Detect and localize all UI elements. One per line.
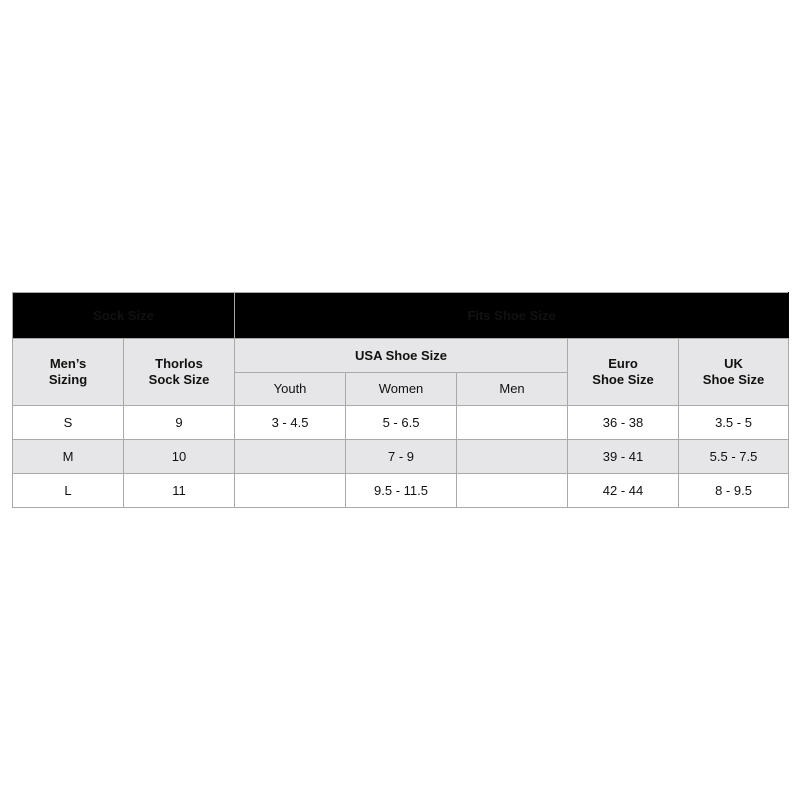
uk-cell: 5.5 - 7.5 — [679, 440, 789, 474]
group-header-row — [13, 293, 789, 339]
mens-cell: M — [13, 440, 124, 474]
mens-sizing-line2: Sizing — [48, 372, 88, 387]
mens-sizing-header — [13, 339, 124, 406]
men-cell — [457, 440, 568, 474]
sock-size-header: Sock Size — [13, 293, 235, 339]
mens-cell: L — [13, 474, 124, 508]
mens-cell: S — [13, 406, 124, 440]
women-cell: 7 - 9 — [346, 440, 457, 474]
usa-shoe-size-header: USA Shoe Size — [235, 339, 568, 373]
euro-line1: Euro — [608, 356, 638, 371]
youth-cell — [235, 474, 346, 508]
uk-cell: 3.5 - 5 — [679, 406, 789, 440]
fits-shoe-size-header: Fits Shoe Size — [235, 293, 789, 339]
thorlos-cell: 9 — [124, 406, 235, 440]
women-cell: 5 - 6.5 — [346, 406, 457, 440]
uk-line1: UK — [724, 356, 743, 371]
column-header-row — [13, 339, 789, 373]
thorlos-line1: Thorlos — [155, 356, 203, 371]
men-cell — [457, 474, 568, 508]
table-row — [13, 440, 789, 474]
euro-cell: 39 - 41 — [568, 440, 679, 474]
mens-sizing-line1: Men’s — [49, 356, 87, 371]
size-chart — [12, 292, 788, 508]
size-table — [12, 292, 789, 508]
euro-cell: 42 - 44 — [568, 474, 679, 508]
euro-line2: Shoe Size — [592, 372, 654, 387]
table-row — [13, 474, 789, 508]
thorlos-line2: Sock Size — [148, 372, 210, 387]
euro-shoe-size-header — [568, 339, 679, 406]
thorlos-sock-size-header — [124, 339, 235, 406]
uk-cell: 8 - 9.5 — [679, 474, 789, 508]
thorlos-cell: 11 — [124, 474, 235, 508]
women-cell: 9.5 - 11.5 — [346, 474, 457, 508]
uk-shoe-size-header — [679, 339, 789, 406]
uk-line2: Shoe Size — [702, 372, 765, 387]
men-cell — [457, 406, 568, 440]
youth-cell: 3 - 4.5 — [235, 406, 346, 440]
women-header: Women — [346, 373, 457, 406]
thorlos-cell: 10 — [124, 440, 235, 474]
table-row — [13, 406, 789, 440]
euro-cell: 36 - 38 — [568, 406, 679, 440]
youth-cell — [235, 440, 346, 474]
youth-header: Youth — [235, 373, 346, 406]
men-header: Men — [457, 373, 568, 406]
